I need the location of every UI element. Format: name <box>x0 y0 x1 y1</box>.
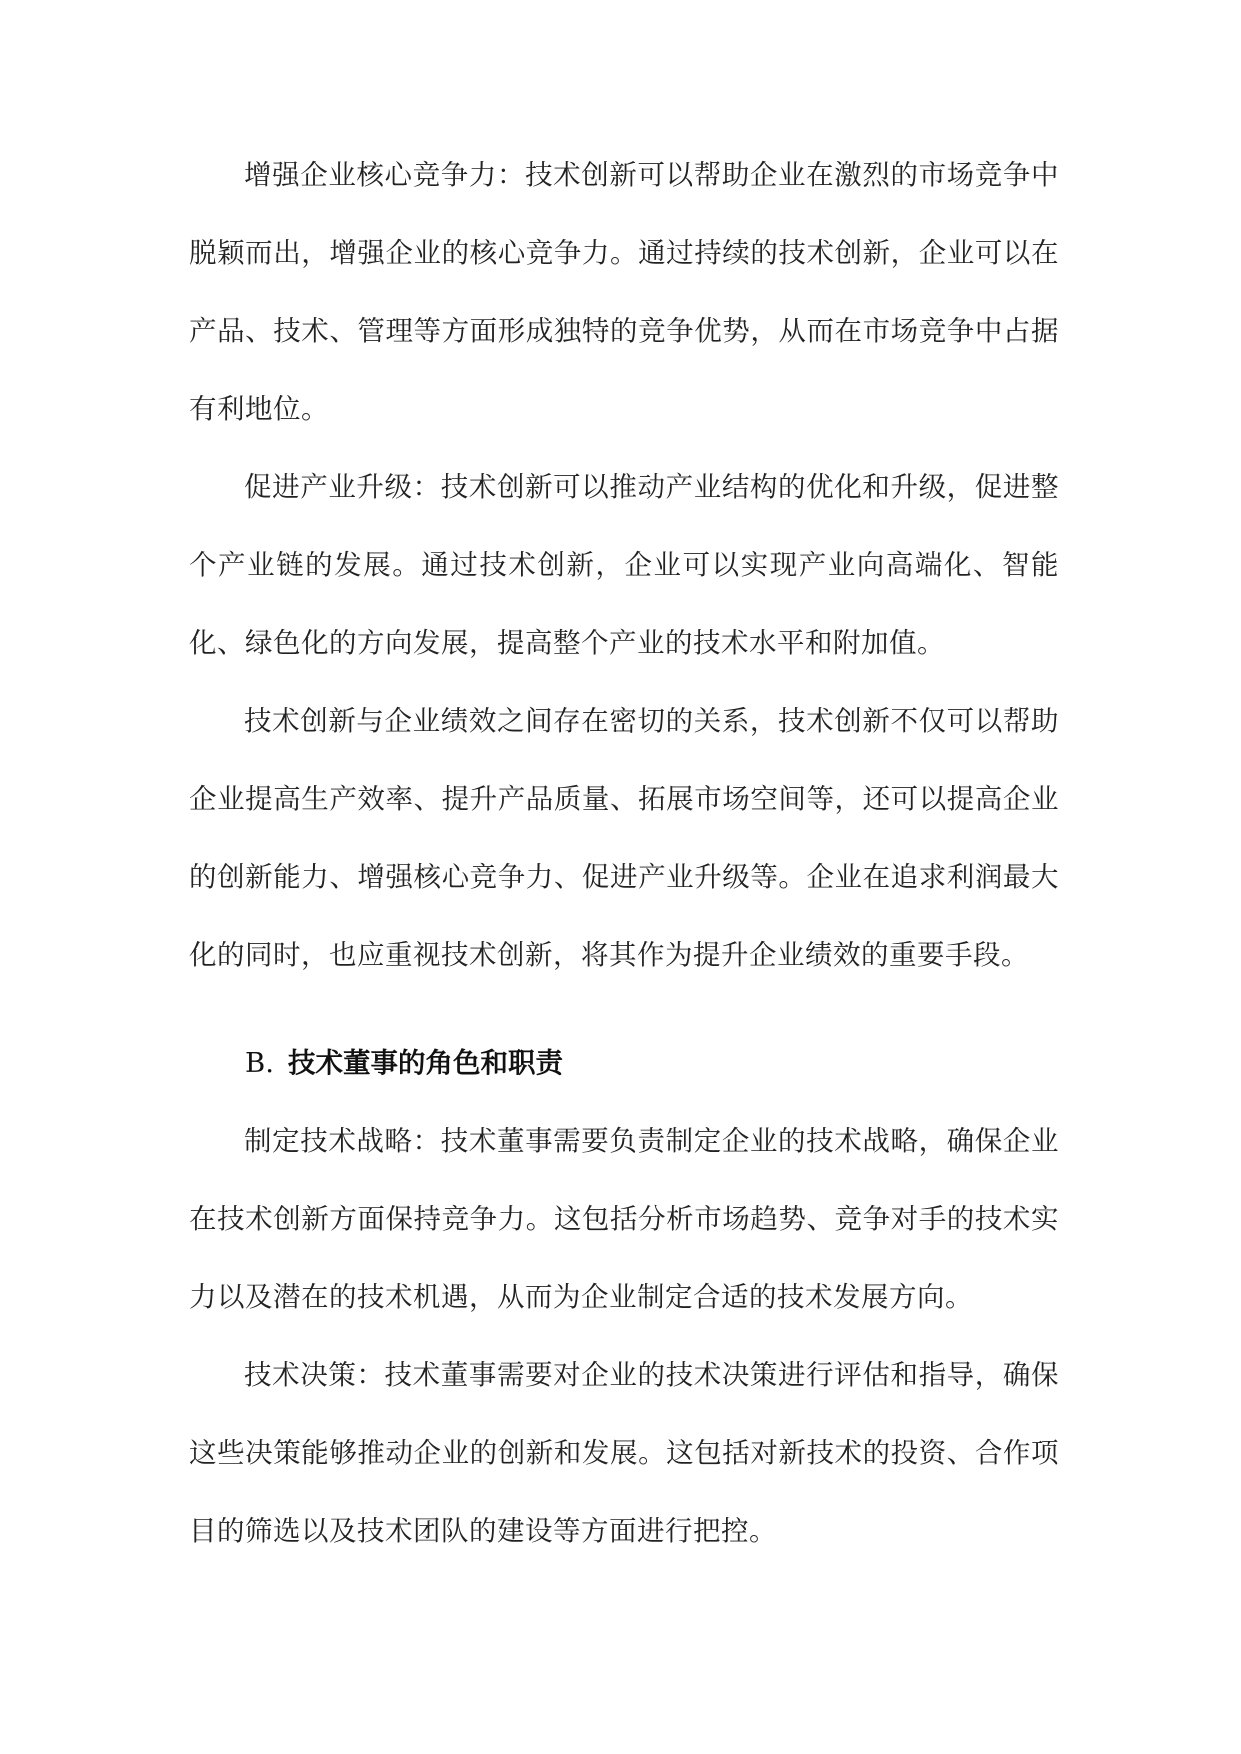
paragraph-tech-decision: 技术决策：技术董事需要对企业的技术决策进行评估和指导，确保这些决策能够推动企业的创新和发展。这包括对新技术的投资、合作项目的筛选以及技术团队的建设等方面进行把控。 <box>189 1359 1059 1547</box>
paragraph-tech-strategy: 制定技术战略：技术董事需要负责制定企业的技术战略，确保企业在技术创新方面保持竞争力。这包括分析市场趋势、竞争对手的技术实力以及潜在的技术机遇，从而为企业制定合适的技术发展方向。 <box>189 1125 1059 1313</box>
paragraph-core-competitiveness: 增强企业核心竞争力：技术创新可以帮助企业在激烈的市场竞争中脱颖而出，增强企业的核心竞争力。通过持续的技术创新，企业可以在产品、技术、管理等方面形成独特的竞争优势，从而在市场竞争中占据有利地位。 <box>189 159 1059 425</box>
section-number: B. <box>245 1047 274 1079</box>
paragraph-innovation-performance: 技术创新与企业绩效之间存在密切的关系，技术创新不仅可以帮助企业提高生产效率、提升产品质量、拓展市场空间等，还可以提高企业的创新能力、增强核心竞争力、促进产业升级等。企业在追求利润最大化的同时，也应重视技术创新，将其作为提升企业绩效的重要手段。 <box>189 705 1059 971</box>
section-title: 技术董事的角色和职责 <box>287 1047 563 1079</box>
paragraph-industry-upgrade: 促进产业升级：技术创新可以推动产业结构的优化和升级，促进整个产业链的发展。通过技术创新，企业可以实现产业向高端化、智能化、绿色化的方向发展，提高整个产业的技术水平和附加值。 <box>189 471 1059 659</box>
document-body <box>189 136 1059 1570</box>
section-heading <box>189 994 1059 1102</box>
